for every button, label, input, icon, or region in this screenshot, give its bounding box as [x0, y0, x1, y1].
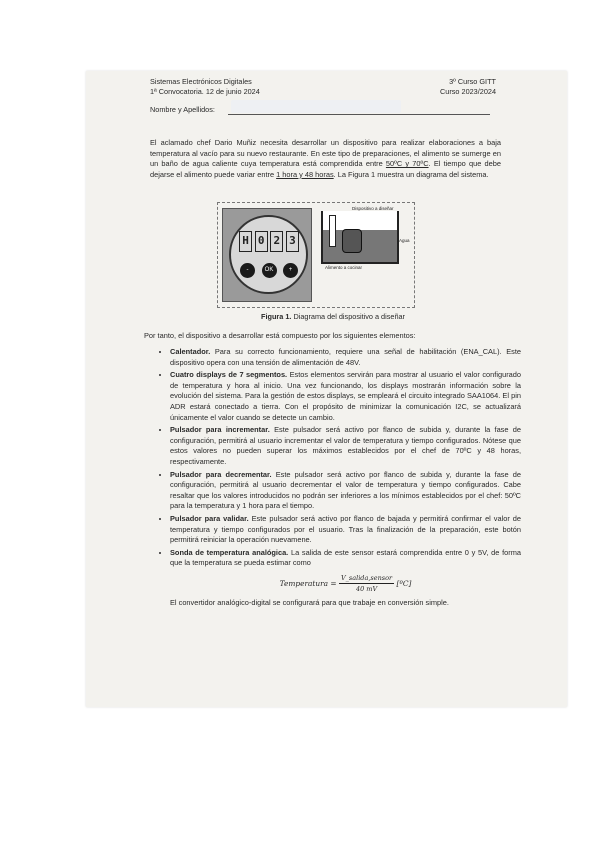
exam-page: [86, 71, 567, 707]
name-label: Nombre y Apellidos:: [150, 105, 215, 114]
adc-note: El convertidor analógico-digital se configurará para que trabaje en conversión simple.: [170, 598, 449, 608]
minus-button-icon: -: [240, 263, 255, 278]
label-water: Agua: [399, 238, 410, 243]
list-item: • Pulsador para decrementar. Este pulsador será activo por flanco de subida y, durante la fase de configuración, permitirá al usuario decrementar el valor de temperatura y tiempo configurados. Cabe resaltar que los valores introducidos no podrán ser inferiores a los mínimos establecidos por el chef: 50ºC para la temperatura y 1 hora para el tiempo.: [170, 470, 521, 512]
label-device: Dispositivo a diseñar: [352, 206, 394, 211]
header-left: [150, 77, 260, 97]
list-item: • Cuatro displays de 7 segmentos. Estos elementos servirán para mostrar al usuario el valor configurado de temperatura y hora al inicio. Una vez funcionando, los displays mostrarán información sobre la evolución del sistema. Para la gestión de estos displays, se empleará el circuito integrado SAA1064. El pin ADR estará conectado a tierra. Con el propósito de minimizar la comunicación I2C, se actualizará únicamente el valor cuando se detecte un cambio.: [170, 370, 521, 423]
food-bag-icon: [342, 229, 362, 253]
course-title: Sistemas Electrónicos Digitales: [150, 77, 252, 86]
device-dial: [229, 215, 308, 294]
temperature-probe-icon: [329, 215, 336, 247]
device-buttons: [240, 263, 298, 278]
list-item: • Pulsador para validar. Este pulsador será activo por flanco de bajada y permitirá confirmar el valor de temperatura y tiempo configurados por el usuario. Tras la finalización de la preparación, este botón permitirá reiniciar la operación nuevamene.: [170, 514, 521, 546]
intro-paragraph: El aclamado chef Dario Muñiz necesita desarrollar un dispositivo para realizar elaboraciones a baja temperatura al vacío para su nuevo restaurante. En este tipo de preparaciones, el alimento se sumerge en un baño de agua caliente cuya temperatura está comprendida entre 50ºC y 70ºC. El tiempo que debe dejarse el alimento puede variar entre 1 hora y 48 horas. La Figura 1 muestra un diagrama del sistema.: [150, 138, 501, 179]
academic-year: Curso 2023/2024: [440, 87, 496, 96]
plus-button-icon: +: [283, 263, 298, 278]
time-range: 1 hora y 48 horas: [276, 169, 334, 179]
list-item: • Sonda de temperatura analógica. La salida de este sensor estará comprendida entre 0 y 5V, de forma que la temperatura se pueda estimar como Temperatura = $\frac{\text{V\_salida,sensor}}{40 mV}$ [ºC] El convertidor analógico-digital se configurará para que trabaje en conversión simple.: [170, 548, 521, 609]
header-right: [440, 77, 496, 97]
display-digit: 0: [255, 231, 268, 252]
components-list: [156, 347, 521, 611]
figure-caption: Figura 1. Diagrama del dispositivo a diseñar: [261, 312, 405, 321]
seven-segment-display: [239, 231, 299, 253]
temperature-range: 50ºC y 70ºC: [385, 159, 429, 169]
temperature-formula: Temperatura = $\frac{\text{V\_salida,sensor}}{40 mV}$ [ºC]: [279, 573, 412, 594]
figure-1: [217, 202, 415, 308]
display-digit: H: [239, 231, 252, 252]
display-digit: 3: [286, 231, 299, 252]
list-item: • Pulsador para incrementar. Este pulsador será activo por flanco de subida y, durante la fase de configuración, permitirá al usuario incrementar el valor de temperatura y tiempo configurados. Nótese que estos valores no pueden superar los máximos establecidos por el chef de 70ºC y 48 horas, respectivamente.: [170, 425, 521, 467]
formula-denominator: 40 mV: [355, 585, 378, 594]
course-year: 3º Curso GITT: [449, 77, 496, 86]
list-item: • Calentador. Para su correcto funcionamiento, requiere una señal de habilitación (ENA_CAL). Este dispositivo opera con una tensión de alimentación de 48V.: [170, 347, 521, 368]
label-food: Alimento a cocinar: [325, 265, 363, 270]
formula-numerator: V_salida,sensor: [339, 573, 394, 585]
device-diagram: [222, 208, 312, 302]
redacted-name: [231, 100, 401, 113]
ok-button-icon: OK: [262, 263, 277, 278]
name-line: [228, 114, 490, 115]
display-digit: 2: [270, 231, 283, 252]
exam-session: 1ª Convocatoria. 12 de junio 2024: [150, 87, 260, 96]
lead-sentence: Por tanto, el dispositivo a desarrollar está compuesto por los siguientes elementos:: [144, 331, 416, 340]
